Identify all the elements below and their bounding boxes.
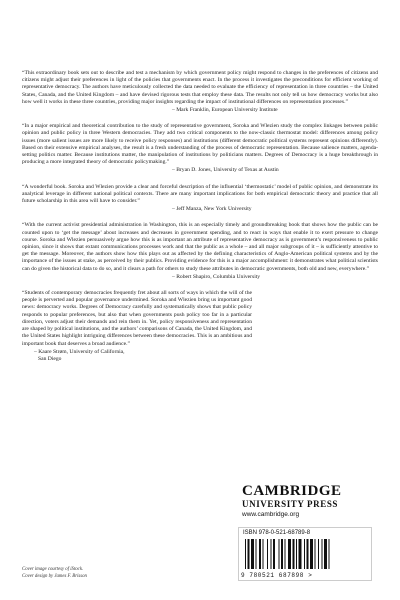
barcode-digits: 9 780521 687898 > [241,572,313,579]
cover-image-credit: Cover image courtesy of iStock. [22,567,84,572]
quote-text: “This extraordinary book sets out to describe and test a mechanism by which government policy might respond to changes in the preferences of citizens and citizens might adjust their preferences in light of the policies that governments enact. In the process it investigates the preconditions for efficient working of representative democracy. The authors have meticulously collected the data needed to evaluate the efficiency of representation in three countries – the United States, Canada, and the United Kingdom – and have devised rigorous tests that employ these data. The results not only tell us how democracy works but also how well it works in these three countries, providing major insights regarding the impact of institutional differences on representation processes.” [22,70,378,105]
endorsements [22,70,378,372]
endorsement-quote [22,290,252,363]
endorsement-quote [22,222,378,281]
endorsement-quote [22,70,378,114]
publisher-logo [242,484,372,519]
quote-attribution: – Bryan D. Jones, University of Texas at Austin [172,167,279,174]
attribution-line: – Kaare Strøm, University of California, [34,348,125,355]
quote-text: “In a major empirical and theoretical contribution to the study of representative government, Soroka and Wlezien study the complex linkages between public opinion and public policy in three Western democracies. They add two critical components to the now-classic thermostat model: differences among policy issues (more salient issues are more likely to receive policy responses) and institutions (different democratic political systems represent opinions differently). Based on their extensive empirical analyses, the result is a fresh understanding of the process of democratic representation. Because salience matters, agenda-setting politics matter. Because institutions matter, the manipulation of institutions by politicians matters. Degrees of Democracy is a huge breakthrough in producing a more integrated theory of democratic policymaking.” [22,123,378,166]
quote-text: “Students of contemporary democracies frequently fret about all sorts of ways in which the will of the people is perverted and popular governance undermined. Soroka and Wlezien bring us important good news: democracy works. Degrees of Democracy carefully and systematically shows that public policy responds to popular preferences, but also that when governments push policy too far in a particular direction, voters adjust their demands and rein them in. Yet, policy responsiveness and representation are shaped by political institutions, and the authors’ comparisons of Canada, the United Kingdom, and the United States highlight intriguing differences between these democracies. This is an ambitious and important book that deserves a broad audience.” [22,290,252,347]
cover-credits [22,566,87,580]
publisher-subtitle: UNIVERSITY PRESS [242,499,339,509]
endorsement-quote [22,184,378,214]
quote-text: “A wonderful book. Soroka and Wlezien provide a clear and forceful description of the influential ‘thermostatic’ model of public opinion, and demonstrate its analytical leverage in different national political contexts. There are many important implications for both empirical democratic theory and practice that all future scholarship in this area will have to consider.” [22,183,378,205]
quote-attribution: – Mark Franklin, European University Institute [172,107,278,114]
isbn-barcode [238,527,372,581]
quote-text: “With the current activist presidential administration in Washington, this is an especially timely and groundbreaking book that shows how the public can be counted upon to ‘get the message’ about increases and decreases in government spending, and to react in ways that enable it to exert pressure to change course. Soroka and Wlezien persuasively argue how this is as important an attribute of representative democracy as is government’s responsiveness to public opinion, since it shows that extant communications processes work and that the public as a whole – and all major subgroups of it – is sufficiently attentive to get the message. Moreover, the authors show how this plays out as affected by the defining characteristics of Anglo-American political systems and by the importance of the issues at stake, as perceived by their publics. Providing evidence for this is a major accomplishment: it demonstrates what political scientists can do given the historical data to do so, and it clears a path for others to study these attributes in democratic governments, both old and new, everywhere.” [22,222,378,272]
attribution-line: San Diego [38,355,62,362]
barcode-icon [245,539,363,569]
isbn-label: ISBN 978-0-521-68789-8 [243,530,311,536]
publisher-name: CAMBRIDGE [242,483,342,499]
publisher-url: www.cambridge.org [242,511,300,518]
quote-attribution: – Robert Shapiro, Columbia University [172,273,261,280]
endorsement-quote [22,123,378,174]
quote-attribution [22,349,252,363]
cover-design-credit: Cover design by James F. Brisson [22,574,87,579]
quote-attribution: – Jeff Manza, New York University [172,206,252,213]
